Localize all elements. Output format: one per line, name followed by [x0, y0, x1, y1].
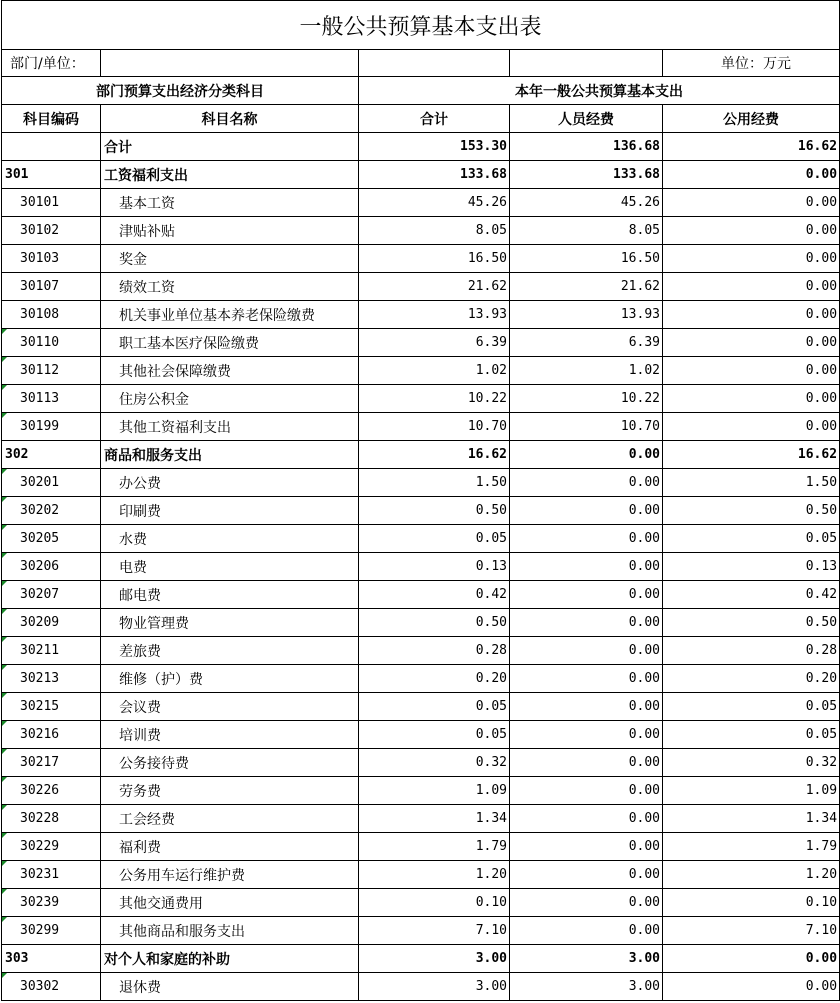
table-row: [2, 329, 840, 357]
personnel-cell[interactable]: 0.00: [510, 553, 663, 581]
table-row: [2, 777, 840, 805]
total-cell[interactable]: 0.10: [359, 889, 510, 917]
table-row: [2, 525, 840, 553]
table-row: [2, 357, 840, 385]
personnel-cell[interactable]: 1.02: [510, 357, 663, 385]
cell-marker-icon: [2, 469, 7, 474]
table-row: [2, 693, 840, 721]
code-cell[interactable]: 30107: [2, 273, 101, 301]
header-personnel: 人员经费: [510, 105, 663, 133]
header-public: 公用经费: [663, 105, 840, 133]
table-row: [2, 441, 840, 469]
table-row: [2, 721, 840, 749]
name-cell[interactable]: 工会经费: [101, 805, 359, 833]
public-cell[interactable]: 1.20: [663, 861, 840, 889]
name-cell[interactable]: 商品和服务支出: [101, 441, 359, 469]
code-cell[interactable]: 30226: [2, 777, 101, 805]
code-cell[interactable]: 30113: [2, 385, 101, 413]
public-cell[interactable]: 0.00: [663, 973, 840, 1001]
cell-marker-icon: [2, 581, 7, 586]
cell-marker-icon: [2, 357, 7, 362]
table-row: [2, 161, 840, 189]
code-cell[interactable]: 30201: [2, 469, 101, 497]
personnel-cell[interactable]: 0.00: [510, 749, 663, 777]
public-cell[interactable]: 0.00: [663, 245, 840, 273]
code-cell[interactable]: 30110: [2, 329, 101, 357]
personnel-cell[interactable]: 45.26: [510, 189, 663, 217]
name-cell[interactable]: 培训费: [101, 721, 359, 749]
table-row: [2, 973, 840, 1001]
name-cell[interactable]: 其他社会保障缴费: [101, 357, 359, 385]
cell-marker-icon: [2, 693, 7, 698]
personnel-cell[interactable]: 0.00: [510, 469, 663, 497]
cell-marker-icon: [2, 385, 7, 390]
table-row: [2, 469, 840, 497]
cell-marker-icon: [2, 413, 7, 418]
personnel-cell[interactable]: 6.39: [510, 329, 663, 357]
cell-marker-icon: [2, 609, 7, 614]
code-cell[interactable]: 30213: [2, 665, 101, 693]
public-cell[interactable]: 0.00: [663, 329, 840, 357]
public-cell[interactable]: 16.62: [663, 133, 840, 161]
budget-table: [1, 0, 840, 1001]
name-cell[interactable]: 其他工资福利支出: [101, 413, 359, 441]
name-cell[interactable]: 职工基本医疗保险缴费: [101, 329, 359, 357]
header-group-right: 本年一般公共预算基本支出: [359, 77, 840, 105]
table-row: [2, 245, 840, 273]
total-cell[interactable]: 21.62: [359, 273, 510, 301]
code-cell[interactable]: 30102: [2, 217, 101, 245]
code-cell[interactable]: 30207: [2, 581, 101, 609]
name-cell[interactable]: 津贴补贴: [101, 217, 359, 245]
meta-empty-cell: [359, 50, 510, 77]
meta-empty-cell: [510, 50, 663, 77]
name-cell[interactable]: 奖金: [101, 245, 359, 273]
table-row: [2, 413, 840, 441]
name-cell[interactable]: 对个人和家庭的补助: [101, 945, 359, 973]
personnel-cell[interactable]: 21.62: [510, 273, 663, 301]
public-cell[interactable]: 0.13: [663, 553, 840, 581]
sheet-title: 一般公共预算基本支出表: [2, 1, 840, 50]
header-name: 科目名称: [101, 105, 359, 133]
total-cell[interactable]: 0.05: [359, 525, 510, 553]
cell-marker-icon: [2, 833, 7, 838]
header-code: 科目编码: [2, 105, 101, 133]
table-row: [2, 637, 840, 665]
name-cell[interactable]: 维修（护）费: [101, 665, 359, 693]
cell-marker-icon: [2, 525, 7, 530]
code-cell[interactable]: 30215: [2, 693, 101, 721]
public-cell[interactable]: 0.28: [663, 637, 840, 665]
name-cell[interactable]: 物业管理费: [101, 609, 359, 637]
name-cell[interactable]: 工资福利支出: [101, 161, 359, 189]
table-row: [2, 749, 840, 777]
name-cell[interactable]: 会议费: [101, 693, 359, 721]
public-cell[interactable]: 0.00: [663, 357, 840, 385]
table-row: [2, 553, 840, 581]
total-cell[interactable]: 133.68: [359, 161, 510, 189]
code-cell[interactable]: 30112: [2, 357, 101, 385]
cell-marker-icon: [2, 497, 7, 502]
cell-marker-icon: [2, 749, 7, 754]
code-cell[interactable]: 303: [2, 945, 101, 973]
public-cell[interactable]: 0.05: [663, 525, 840, 553]
total-cell[interactable]: 16.62: [359, 441, 510, 469]
total-cell[interactable]: 16.50: [359, 245, 510, 273]
public-cell[interactable]: 16.62: [663, 441, 840, 469]
total-cell[interactable]: 0.05: [359, 721, 510, 749]
code-cell[interactable]: 30199: [2, 413, 101, 441]
personnel-cell[interactable]: 0.00: [510, 889, 663, 917]
code-cell[interactable]: 30239: [2, 889, 101, 917]
public-cell[interactable]: 0.05: [663, 693, 840, 721]
table-row: [2, 861, 840, 889]
code-cell[interactable]: 30228: [2, 805, 101, 833]
cell-marker-icon: [2, 973, 7, 978]
cell-marker-icon: [2, 329, 7, 334]
public-cell[interactable]: 0.00: [663, 217, 840, 245]
cell-marker-icon: [2, 665, 7, 670]
public-cell[interactable]: 0.00: [663, 385, 840, 413]
dept-value-cell[interactable]: [101, 50, 359, 77]
cell-marker-icon: [2, 721, 7, 726]
personnel-cell[interactable]: 10.22: [510, 385, 663, 413]
table-row: [2, 833, 840, 861]
code-cell[interactable]: 30217: [2, 749, 101, 777]
public-cell[interactable]: 1.34: [663, 805, 840, 833]
table-row: [2, 189, 840, 217]
total-cell[interactable]: 1.09: [359, 777, 510, 805]
total-cell[interactable]: 13.93: [359, 301, 510, 329]
cell-marker-icon: [2, 917, 7, 922]
public-cell[interactable]: 0.00: [663, 273, 840, 301]
name-cell[interactable]: 公务用车运行维护费: [101, 861, 359, 889]
name-cell[interactable]: 福利费: [101, 833, 359, 861]
total-cell[interactable]: 0.20: [359, 665, 510, 693]
personnel-cell[interactable]: 3.00: [510, 973, 663, 1001]
total-cell[interactable]: 0.05: [359, 693, 510, 721]
public-cell[interactable]: 0.00: [663, 945, 840, 973]
total-cell[interactable]: 8.05: [359, 217, 510, 245]
table-row: [2, 609, 840, 637]
total-cell[interactable]: 0.50: [359, 609, 510, 637]
name-cell[interactable]: 印刷费: [101, 497, 359, 525]
personnel-cell[interactable]: 16.50: [510, 245, 663, 273]
code-cell[interactable]: 302: [2, 441, 101, 469]
personnel-cell[interactable]: 0.00: [510, 525, 663, 553]
unit-label: 单位：万元: [663, 50, 840, 77]
code-cell[interactable]: 30101: [2, 189, 101, 217]
total-cell[interactable]: 0.50: [359, 497, 510, 525]
name-cell[interactable]: 公务接待费: [101, 749, 359, 777]
name-cell[interactable]: 其他商品和服务支出: [101, 917, 359, 945]
personnel-cell[interactable]: 0.00: [510, 917, 663, 945]
cell-marker-icon: [2, 553, 7, 558]
personnel-cell[interactable]: 0.00: [510, 637, 663, 665]
cell-marker-icon: [2, 805, 7, 810]
total-cell[interactable]: 7.10: [359, 917, 510, 945]
personnel-cell[interactable]: 0.00: [510, 665, 663, 693]
public-cell[interactable]: 0.05: [663, 721, 840, 749]
public-cell[interactable]: 0.00: [663, 301, 840, 329]
public-cell[interactable]: 0.10: [663, 889, 840, 917]
name-cell[interactable]: 劳务费: [101, 777, 359, 805]
total-cell[interactable]: 1.20: [359, 861, 510, 889]
public-cell[interactable]: 0.00: [663, 413, 840, 441]
public-cell[interactable]: 1.79: [663, 833, 840, 861]
total-cell[interactable]: 45.26: [359, 189, 510, 217]
total-cell[interactable]: 1.50: [359, 469, 510, 497]
personnel-cell[interactable]: 0.00: [510, 441, 663, 469]
personnel-cell[interactable]: 0.00: [510, 721, 663, 749]
name-cell[interactable]: 基本工资: [101, 189, 359, 217]
table-row: [2, 889, 840, 917]
personnel-cell[interactable]: 13.93: [510, 301, 663, 329]
public-cell[interactable]: 0.42: [663, 581, 840, 609]
cell-marker-icon: [2, 637, 7, 642]
name-cell[interactable]: 办公费: [101, 469, 359, 497]
total-cell[interactable]: 0.42: [359, 581, 510, 609]
table-row: [2, 581, 840, 609]
personnel-cell[interactable]: 0.00: [510, 805, 663, 833]
personnel-cell[interactable]: 0.00: [510, 833, 663, 861]
public-cell[interactable]: 0.00: [663, 189, 840, 217]
name-cell[interactable]: 水费: [101, 525, 359, 553]
total-cell[interactable]: 0.28: [359, 637, 510, 665]
personnel-cell[interactable]: 10.70: [510, 413, 663, 441]
total-cell[interactable]: 10.70: [359, 413, 510, 441]
name-cell[interactable]: 住房公积金: [101, 385, 359, 413]
total-cell[interactable]: 0.13: [359, 553, 510, 581]
cell-marker-icon: [2, 777, 7, 782]
personnel-cell[interactable]: 0.00: [510, 693, 663, 721]
table-row: [2, 301, 840, 329]
personnel-cell[interactable]: 0.00: [510, 777, 663, 805]
table-row: [2, 805, 840, 833]
header-group-left: 部门预算支出经济分类科目: [2, 77, 359, 105]
public-cell[interactable]: 1.09: [663, 777, 840, 805]
name-cell[interactable]: 机关事业单位基本养老保险缴费: [101, 301, 359, 329]
code-cell[interactable]: 30302: [2, 973, 101, 1001]
code-cell[interactable]: 30103: [2, 245, 101, 273]
personnel-cell[interactable]: 136.68: [510, 133, 663, 161]
name-cell[interactable]: 其他交通费用: [101, 889, 359, 917]
table-row: [2, 133, 840, 161]
code-cell[interactable]: 30211: [2, 637, 101, 665]
code-cell[interactable]: 30206: [2, 553, 101, 581]
personnel-cell[interactable]: 8.05: [510, 217, 663, 245]
personnel-cell[interactable]: 0.00: [510, 861, 663, 889]
table-row: [2, 273, 840, 301]
total-cell[interactable]: 10.22: [359, 385, 510, 413]
table-row: [2, 385, 840, 413]
public-cell[interactable]: 0.50: [663, 497, 840, 525]
table-row: [2, 497, 840, 525]
public-cell[interactable]: 0.00: [663, 161, 840, 189]
code-cell[interactable]: 30205: [2, 525, 101, 553]
total-cell[interactable]: 3.00: [359, 945, 510, 973]
total-cell[interactable]: 3.00: [359, 973, 510, 1001]
table-row: [2, 917, 840, 945]
code-cell[interactable]: 30108: [2, 301, 101, 329]
cell-marker-icon: [2, 861, 7, 866]
code-cell[interactable]: 30209: [2, 609, 101, 637]
code-cell[interactable]: 30299: [2, 917, 101, 945]
code-cell[interactable]: 30202: [2, 497, 101, 525]
name-cell[interactable]: 邮电费: [101, 581, 359, 609]
total-cell[interactable]: 0.32: [359, 749, 510, 777]
header-total: 合计: [359, 105, 510, 133]
table-row: [2, 945, 840, 973]
code-cell[interactable]: 301: [2, 161, 101, 189]
total-cell[interactable]: 1.79: [359, 833, 510, 861]
total-cell[interactable]: 1.02: [359, 357, 510, 385]
personnel-cell[interactable]: 0.00: [510, 497, 663, 525]
public-cell[interactable]: 0.50: [663, 609, 840, 637]
total-cell[interactable]: 1.34: [359, 805, 510, 833]
personnel-cell[interactable]: 3.00: [510, 945, 663, 973]
code-cell[interactable]: [2, 133, 101, 161]
code-cell[interactable]: 30229: [2, 833, 101, 861]
cell-marker-icon: [2, 889, 7, 894]
name-cell[interactable]: 合计: [101, 133, 359, 161]
code-cell[interactable]: 30231: [2, 861, 101, 889]
name-cell[interactable]: 退休费: [101, 973, 359, 1001]
name-cell[interactable]: 电费: [101, 553, 359, 581]
table-row: [2, 665, 840, 693]
public-cell[interactable]: 0.32: [663, 749, 840, 777]
table-row: [2, 217, 840, 245]
total-cell[interactable]: 6.39: [359, 329, 510, 357]
dept-label: 部门/单位：: [2, 50, 101, 77]
personnel-cell[interactable]: 0.00: [510, 581, 663, 609]
public-cell[interactable]: 1.50: [663, 469, 840, 497]
total-cell[interactable]: 153.30: [359, 133, 510, 161]
personnel-cell[interactable]: 133.68: [510, 161, 663, 189]
personnel-cell[interactable]: 0.00: [510, 609, 663, 637]
name-cell[interactable]: 差旅费: [101, 637, 359, 665]
public-cell[interactable]: 0.20: [663, 665, 840, 693]
name-cell[interactable]: 绩效工资: [101, 273, 359, 301]
public-cell[interactable]: 7.10: [663, 917, 840, 945]
code-cell[interactable]: 30216: [2, 721, 101, 749]
